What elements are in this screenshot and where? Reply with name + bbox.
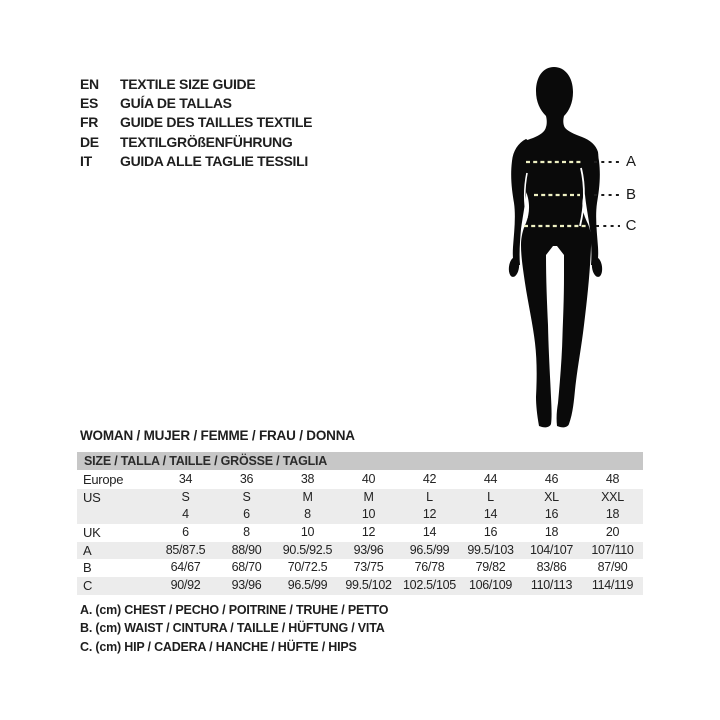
language-row (80, 74, 312, 93)
size-cell: 88/90 (216, 542, 277, 560)
size-cell: 10 (338, 506, 399, 524)
size-cell: 96.5/99 (277, 577, 338, 595)
size-cell: L (399, 489, 460, 507)
size-cell: 14 (460, 506, 521, 524)
size-cell: 96.5/99 (399, 542, 460, 560)
size-cell: M (338, 489, 399, 507)
legend-line: C. (cm) HIP / CADERA / HANCHE / HÜFTE / HIPS (80, 639, 357, 654)
size-cell: XXL (582, 489, 643, 507)
size-cell: 8 (277, 506, 338, 524)
size-cell: 79/82 (475, 560, 506, 575)
size-cell: 18 (544, 525, 559, 540)
size-cell: 64/67 (170, 560, 201, 575)
size-cell: 6 (216, 506, 277, 524)
legend-line: A. (cm) CHEST / PECHO / POITRINE / TRUHE / PETTO (80, 603, 389, 617)
size-cell: 14 (422, 525, 437, 540)
size-cell: 102.5/105 (399, 577, 460, 595)
size-cell: 46 (544, 472, 559, 486)
size-cell: 93/96 (338, 542, 399, 560)
size-cell: 70/72.5 (287, 560, 328, 575)
row-label: A (77, 542, 155, 560)
size-cell: 20 (605, 525, 620, 540)
measurement-legend (80, 601, 388, 656)
woman-silhouette (480, 55, 650, 435)
size-cell: 83/86 (536, 560, 567, 575)
size-cell: 34 (178, 472, 193, 486)
measure-label-b: B (625, 186, 636, 203)
size-cell: S (155, 489, 216, 507)
row-label: B (83, 560, 92, 576)
size-cell: 85/87.5 (155, 542, 216, 560)
size-cell: 110/113 (521, 577, 582, 595)
language-code: DE (80, 133, 99, 150)
size-cell: 93/96 (216, 577, 277, 595)
size-cell: 114/119 (582, 577, 643, 595)
size-cell: 99.5/102 (338, 577, 399, 595)
size-table (77, 452, 643, 595)
size-cell: 18 (582, 506, 643, 524)
language-row (80, 132, 312, 151)
row-label: C (77, 577, 155, 595)
size-cell: 10 (300, 525, 315, 540)
language-label: GUIDE DES TAILLES TEXTILE (120, 114, 313, 131)
measure-label-c: C (625, 217, 637, 234)
size-cell: 73/75 (353, 560, 384, 575)
language-label: GUÍA DE TALLAS (120, 94, 232, 111)
row-label: US (77, 489, 155, 507)
size-table-header: SIZE / TALLA / TAILLE / GRÖSSE / TAGLIA (77, 452, 643, 470)
silhouette-head (515, 67, 598, 427)
size-cell: 99.5/103 (460, 542, 521, 560)
size-cell: 104/107 (521, 542, 582, 560)
size-cell: 38 (300, 472, 315, 486)
size-cell: M (277, 489, 338, 507)
size-cell: 44 (483, 472, 498, 486)
language-code: EN (80, 75, 99, 92)
size-cell: 12 (399, 506, 460, 524)
size-cell: XL (521, 489, 582, 507)
size-cell: 90.5/92.5 (277, 542, 338, 560)
size-cell: 4 (155, 506, 216, 524)
size-cell: 48 (605, 472, 620, 486)
woman-silhouette-svg (480, 55, 650, 435)
size-cell: 16 (483, 525, 498, 540)
language-label: TEXTILE SIZE GUIDE (120, 75, 256, 92)
language-row (80, 151, 312, 170)
category-title: WOMAN / MUJER / FEMME / FRAU / DONNA (80, 428, 355, 443)
language-row (80, 93, 312, 112)
size-cell: 36 (239, 472, 254, 486)
size-cell: 106/109 (460, 577, 521, 595)
language-label: GUIDA ALLE TAGLIE TESSILI (120, 152, 308, 169)
language-code: ES (80, 94, 99, 111)
size-cell: 42 (422, 472, 437, 486)
language-list (80, 74, 312, 170)
size-cell: 16 (521, 506, 582, 524)
row-label (77, 506, 155, 524)
size-cell: L (460, 489, 521, 507)
size-cell: 90/92 (155, 577, 216, 595)
measure-label-a: A (625, 153, 636, 170)
size-cell: 8 (243, 525, 250, 540)
size-cell: 76/78 (414, 560, 445, 575)
legend-line: B. (cm) WAIST / CINTURA / TAILLE / HÜFTUNG / VITA (80, 621, 385, 636)
row-label: UK (83, 525, 101, 541)
size-cell: S (216, 489, 277, 507)
size-cell: 40 (361, 472, 376, 486)
size-table-grid (77, 471, 643, 595)
size-cell: 87/90 (597, 560, 628, 575)
language-row (80, 113, 312, 132)
size-cell: 12 (361, 525, 376, 540)
size-cell: 107/110 (582, 542, 643, 560)
language-label: TEXTILGRÖßENFÜHRUNG (120, 133, 293, 150)
size-cell: 68/70 (231, 560, 262, 575)
row-label: Europe (83, 472, 124, 487)
language-code: IT (80, 152, 92, 169)
language-code: FR (80, 114, 99, 131)
size-cell: 6 (182, 525, 189, 540)
